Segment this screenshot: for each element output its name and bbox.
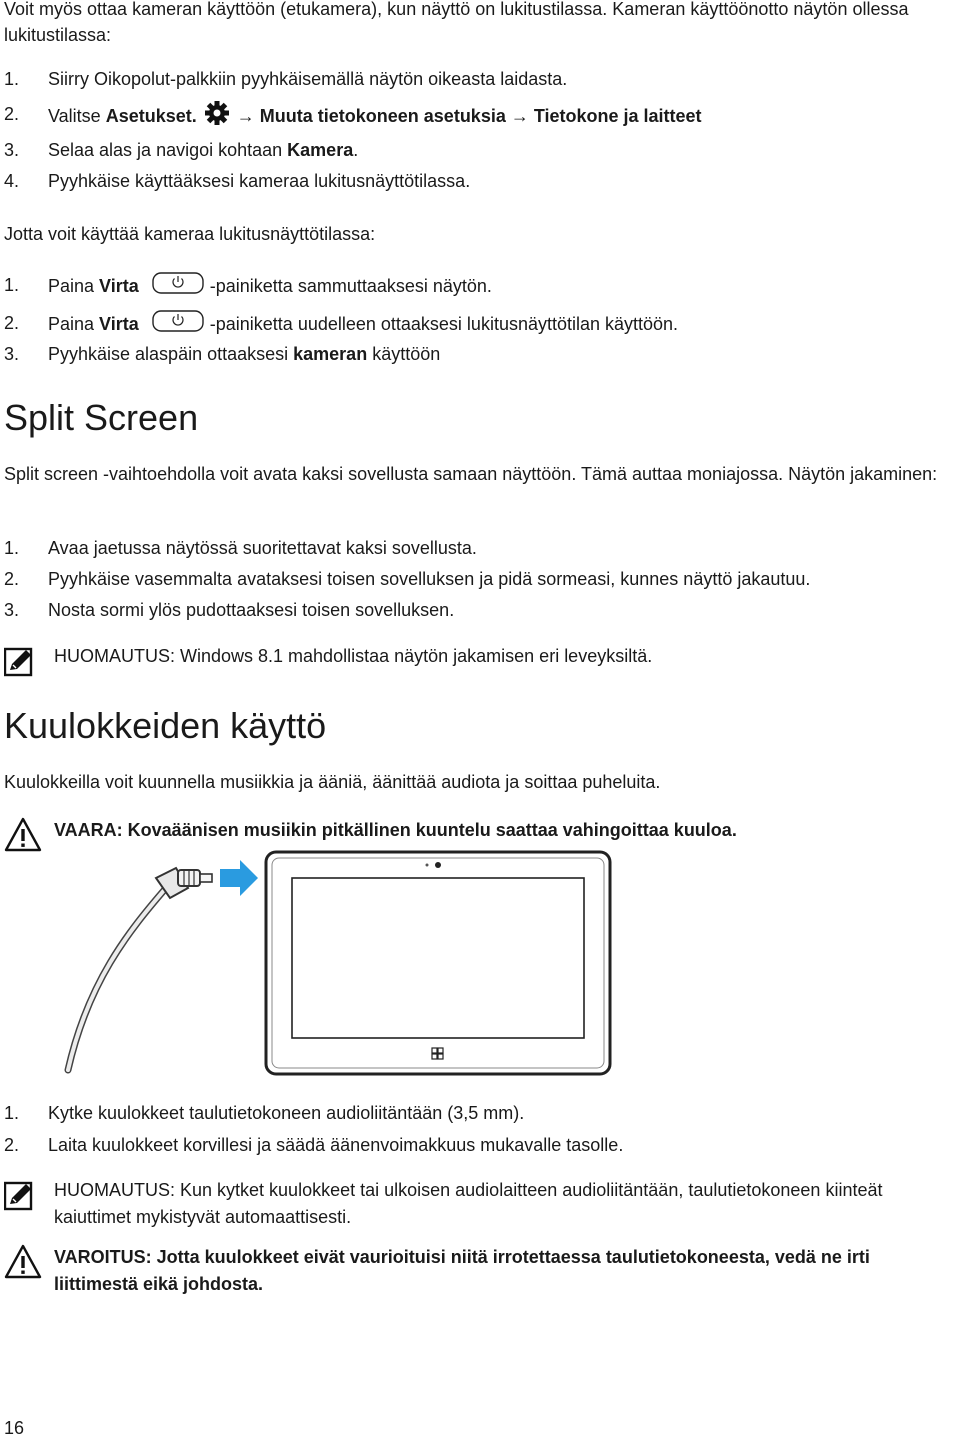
list-item: 2. Paina Virta -painiketta uudelleen ottaaksesi lukitusnäyttötilan käyttöön.	[4, 310, 954, 341]
split-intro: Split screen -vaihtoehdolla voit avata kaksi sovellusta samaan näyttöön. Tämä auttaa moniajossa. Näytön jakaminen:	[4, 464, 938, 484]
headphone-cable	[68, 888, 166, 1070]
list-item: 1. Kytke kuulokkeet taulutietokoneen audioliitäntään (3,5 mm).	[4, 1103, 525, 1123]
list-item: 4. Pyyhkäise käyttääksesi kameraa lukitusnäyttötilassa.	[4, 171, 471, 191]
list-item: 3. Pyyhkäise alaspäin ottaaksesi kameran käyttöön	[4, 344, 441, 364]
lockscreen-steps	[4, 272, 954, 372]
tablet-device	[266, 852, 610, 1074]
list-item: 2. Valitse Asetukset. → Muuta tietokoneen asetuksia → Tietokone ja laitteet	[4, 97, 954, 137]
page-number: 16	[4, 1418, 25, 1438]
pencil-note-icon	[4, 1179, 34, 1211]
list-item: 1. Avaa jaetussa näytössä suoritettavat kaksi sovellusta.	[4, 538, 477, 558]
warning-triangle-icon	[4, 1244, 42, 1280]
list-item: 3. Nosta sormi ylös pudottaaksesi toisen sovelluksen.	[4, 600, 455, 620]
split-steps	[4, 535, 954, 628]
camera-intro: Voit myös ottaa kameran käyttöön (etukamera), kun näyttö on lukitustilassa. Kameran käyttöönotto näytön ollessa lukitustilassa:	[4, 0, 909, 46]
insert-arrow-icon	[220, 860, 258, 896]
power-button-icon	[152, 272, 204, 294]
list-item: 2. Pyyhkäise vasemmalta avataksesi toisen sovelluksen ja pidä sormeasi, kunnes näyttö jakautuu.	[4, 569, 811, 589]
gear-icon	[202, 101, 232, 127]
split-screen-heading: Split Screen	[4, 397, 199, 438]
lockscreen-intro: Jotta voit käyttää kameraa lukitusnäyttötilassa:	[4, 224, 376, 244]
list-item: 1. Paina Virta -painiketta sammuttaaksesi näytön.	[4, 272, 954, 310]
list-item: 2. Laita kuulokkeet korvillesi ja säädä äänenvoimakkuus mukavalle tasolle.	[4, 1135, 624, 1155]
pencil-note-icon	[4, 645, 34, 677]
list-item: 3. Selaa alas ja navigoi kohtaan Kamera.	[4, 140, 359, 160]
list-item: 1. Siirry Oikopolut-palkkiin pyyhkäisemällä näytön oikeasta laidasta.	[4, 69, 568, 89]
headphones-heading: Kuulokkeiden käyttö	[4, 705, 327, 746]
headphone-tablet-illustration	[48, 842, 628, 1082]
camera-steps	[4, 66, 954, 199]
warning-triangle-icon	[4, 817, 42, 853]
settings-path: → Muuta tietokoneen asetuksia → Tietokone ja laitteet	[236, 106, 702, 126]
headphones-steps	[4, 1100, 954, 1163]
power-button-icon	[152, 310, 204, 332]
headphones-intro: Kuulokkeilla voit kuunnella musiikkia ja ääniä, äänittää audiota ja soittaa puheluita.	[4, 772, 661, 792]
